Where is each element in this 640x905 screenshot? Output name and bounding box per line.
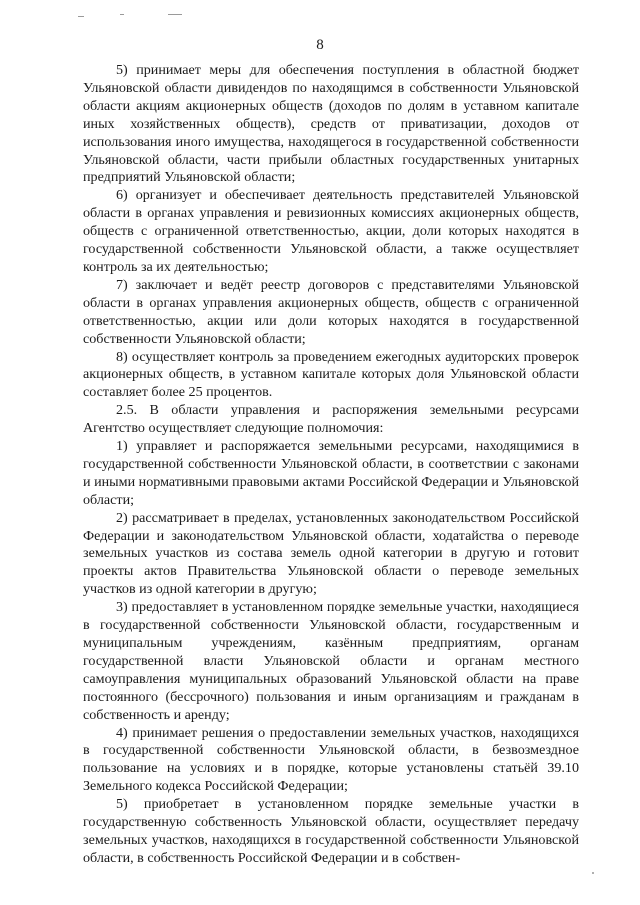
page-number: 8 [316, 37, 324, 53]
paragraph-land-item-4: 4) принимает решения о предоставлении земельных участков, находящихся в государственной собственности Ульяновской области, в безвозмездное пользование на условиях и в порядке, которые установлены статьёй 39.10 Земельного кодекса Российской Федерации; [83, 724, 579, 795]
paragraph-land-item-5: 5) приобретает в установленном порядке земельные участки в государственную собственность Ульяновской области, осуществляет передачу земельных участков, находящихся в государственной собственности Ульяновской области, в собственность Российской Федерации и в собствен- [83, 796, 579, 866]
scan-artifact [592, 872, 594, 874]
paragraph-item-5: 5) принимает меры для обеспечения поступления в областной бюджет Ульяновской области дивидендов по находящимся в собственности Ульяновской области акциям акционерных обществ (доходов по долям в уставном капитале иных хозяйственных обществ), средств от приватизации, доходов от использования иного имущества, находящегося в государственной собственности Ульяновской области, части прибыли областных государственных унитарных предприятий Ульяновской области; [83, 62, 579, 186]
paragraph-land-item-1: 1) управляет и распоряжается земельными ресурсами, находящимися в государственной собственности Ульяновской области, в соответствии с законами и иными нормативными правовыми актами Российской Федерации и Ульяновской области; [83, 438, 579, 508]
paragraph-land-item-3: 3) предоставляет в установленном порядке земельные участки, находящиеся в государственной собственности Ульяновской области, государственным и муниципальным учреждениям, казённым предприятиям, органам государственной власти Ульяновской области и органам местного самоуправления муниципальных образований Ульяновской области на праве постоянного (бессрочного) пользования и иным организациям и гражданам в собственность и аренду; [83, 599, 579, 723]
paragraph-item-6: 6) организует и обеспечивает деятельность представителей Ульяновской области в органах управления и ревизионных комиссиях акционерных обществ, обществ с ограниченной ответственностью, акции, доли которых находятся в государственной собственности Ульяновской области, а также осуществляет контроль за их деятельностью; [83, 187, 579, 275]
scan-artifact [120, 14, 124, 15]
section-2-5-heading: 2.5. В области управления и распоряжения земельными ресурсами Агентство осуществляет следующие полномочия: [83, 402, 579, 437]
scan-artifact [168, 14, 182, 15]
paragraph-item-7: 7) заключает и ведёт реестр договоров с представителями Ульяновской области в органах управления акционерных обществ, обществ с ограниченной ответственностью, акции или доли которых находятся в государственной собственности Ульяновской области; [83, 276, 579, 347]
paragraph-land-item-2: 2) рассматривает в пределах, установленных законодательством Российской Федерации и законодательством Ульяновской области, ходатайства о переводе земельных участков из состава земель одной категории в другую и готовит проекты актов Правительства Ульяновской области о переводе земельных участков из одной категории в другую; [83, 509, 579, 598]
document-body [83, 62, 579, 868]
paragraph-item-8: 8) осуществляет контроль за проведением ежегодных аудиторских проверок акционерных обществ, в уставном капитале которых доля Ульяновской области составляет более 25 процентов. [83, 348, 579, 401]
scan-artifact [78, 16, 84, 17]
